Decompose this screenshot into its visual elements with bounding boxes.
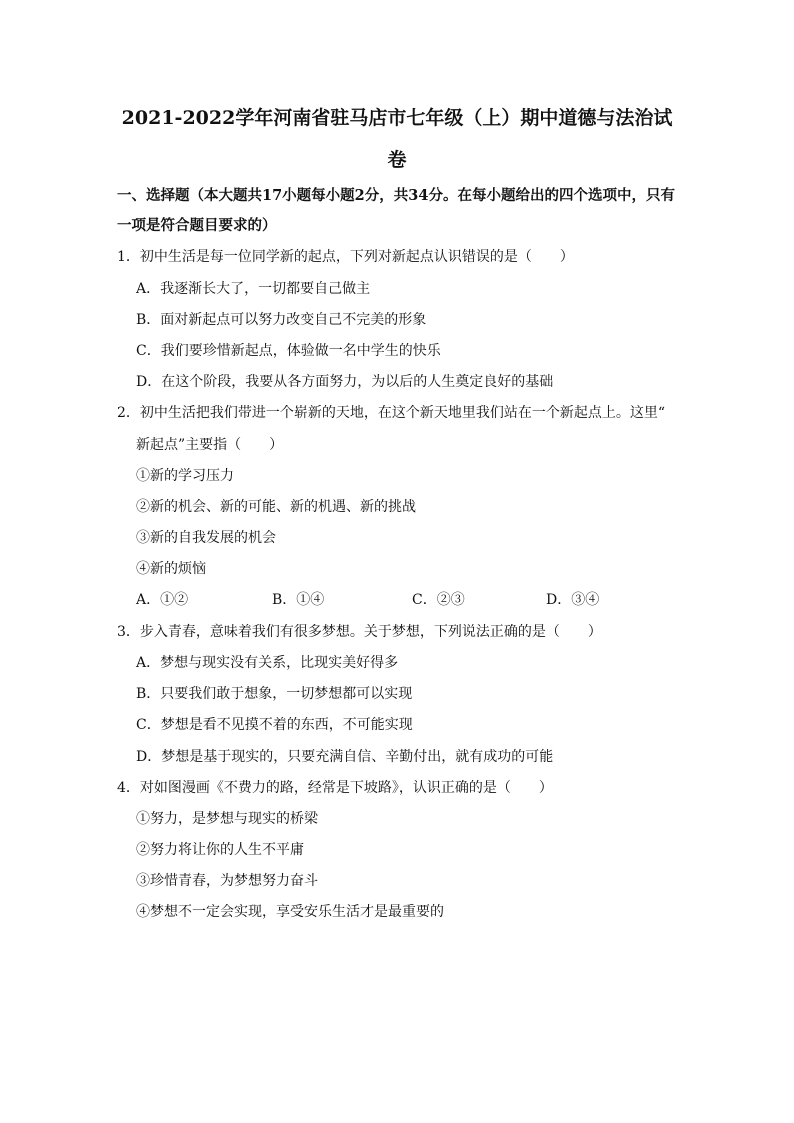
question-3-option-d: D．梦想是基于现实的，只要充满自信、辛勤付出，就有成功的可能 <box>136 749 554 765</box>
question-4-stem: 4．对如图漫画《不费力的路，经常是下坡路》，认识正确的是（ ） <box>117 780 553 796</box>
question-2-item-2: ②新的机会、新的可能、新的机遇、新的挑战 <box>136 499 416 515</box>
section-heading-line-1: 一、选择题（本大题共17小题每小题2分，共34分。在每小题给出的四个选项中，只有 <box>117 187 675 204</box>
question-1-stem: 1．初中生活是每一位同学新的起点，下列对新起点认识错误的是（ ） <box>117 249 574 265</box>
question-1-option-c: C．我们要珍惜新起点，体验做一名中学生的快乐 <box>136 343 441 359</box>
exam-title-line-2: 卷 <box>387 149 407 171</box>
question-2-option-b: B．①④ <box>272 592 325 608</box>
question-4-item-1: ①努力，是梦想与现实的桥梁 <box>136 811 318 827</box>
question-2-stem-line-2: 新起点”主要指（ ） <box>136 437 284 453</box>
question-3-option-c: C．梦想是看不见摸不着的东西，不可能实现 <box>136 717 413 733</box>
question-4-item-2: ②努力将让你的人生不平庸 <box>136 842 304 858</box>
question-2-item-4: ④新的烦恼 <box>136 561 206 577</box>
question-2-option-c: C．②③ <box>412 592 465 608</box>
question-1-option-a: A．我逐渐长大了，一切都要自己做主 <box>136 281 371 297</box>
question-2-stem-line-1: 2．初中生活把我们带进一个崭新的天地，在这个新天地里我们站在一个新起点上。这里“ <box>117 405 666 421</box>
question-4-item-3: ③珍惜青春，为梦想努力奋斗 <box>136 873 318 889</box>
question-2-option-d: D．③④ <box>546 592 600 608</box>
question-3-option-a: A．梦想与现实没有关系，比现实美好得多 <box>136 655 399 671</box>
question-4-item-4: ④梦想不一定会实现，享受安乐生活才是最重要的 <box>136 904 444 920</box>
question-2-option-a: A．①② <box>136 592 189 608</box>
section-heading-line-2: 一项是符合题目要求的） <box>117 217 277 234</box>
question-1-option-b: B．面对新起点可以努力改变自己不完美的形象 <box>136 312 427 328</box>
question-2-item-3: ③新的自我发展的机会 <box>136 530 276 546</box>
question-3-option-b: B．只要我们敢于想象，一切梦想都可以实现 <box>136 686 413 702</box>
question-3-stem: 3．步入青春，意味着我们有很多梦想。关于梦想，下列说法正确的是（ ） <box>117 624 602 640</box>
question-1-option-d: D．在这个阶段，我要从各方面努力，为以后的人生奠定良好的基础 <box>136 374 554 390</box>
exam-title-line-1: 2021-2022学年河南省驻马店市七年级（上）期中道德与法治试 <box>121 107 673 129</box>
question-2-item-1: ①新的学习压力 <box>136 468 234 484</box>
